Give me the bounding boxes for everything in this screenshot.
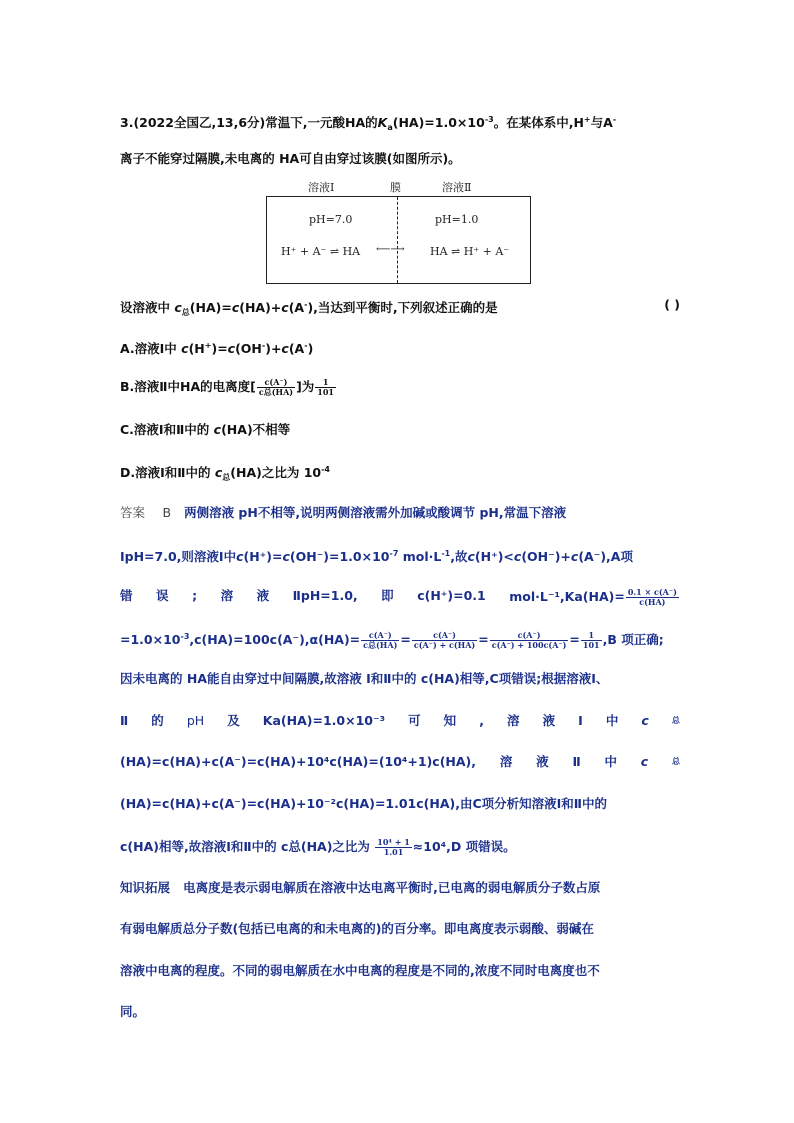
equilibrium-left: H⁺ + A⁻ ⇌ HA <box>281 245 361 258</box>
answer-label: 答案 <box>120 505 146 520</box>
alpha-fraction-2: $\frac{c(A^-)}{c(A^-) + c(HA)}$ <box>413 630 476 650</box>
label-membrane: 膜 <box>390 181 401 194</box>
condition-line: 设溶液中 $c_总(HA)=c(HA)+c(A^-)$,当达到平衡时,下列叙述正确的是 ( ) <box>120 297 680 321</box>
equilibrium-right: HA ⇌ H⁺ + A⁻ <box>430 245 510 258</box>
label-solution-1: 溶液Ⅰ <box>308 181 335 194</box>
answer-line-2: ⅠpH=7.0,则溶液Ⅰ中$c(H^+)=c(OH^-)=1.0\times 10^{-7}$ $mol\cdot L^{-1}$,故c(H⁺)<c(OH⁻)+c(A⁻),A项 <box>120 549 633 564</box>
answer-bracket: ( ) <box>664 297 680 312</box>
question-line-1: 3.(2022全国乙,13,6分)常温下,一元酸HA的$K_a(HA)=1.0\times 10^{-3}$。在某体系中,H+与A- <box>120 115 617 132</box>
ph-right: pH=1.0 <box>435 213 479 226</box>
membrane-line <box>397 197 398 283</box>
answer-line-7: (HA)=c(HA)+c(A⁻)=c(HA)+10⁴c(HA)=(10⁴+1)c(HA), 溶 液 Ⅱ 中 c 总 <box>120 754 680 769</box>
membrane-diagram <box>266 177 531 285</box>
option-b: B.溶液Ⅱ中HA的电离度[ $\frac{c(A^-)}{\text{c总(HA)}}$ ]为 $\frac{1}{101}$ <box>120 377 334 397</box>
value-fraction: $\frac{1}{101}$ <box>317 377 334 397</box>
ph-left: pH=7.0 <box>309 213 353 226</box>
answer-line-5: 因未电离的 HA能自由穿过中间隔膜,故溶液 Ⅰ和Ⅱ中的 c(HA)相等,C项错误;根据溶液Ⅰ、 <box>120 671 609 686</box>
ka-fraction: $\frac{0.1 \times c(A^-)}{c(HA)}$ <box>627 587 677 607</box>
knowledge-line-2: 有弱电解质总分子数(包括已电离的和未电离的)的百分率。即电离度表示弱酸、弱碱在 <box>120 921 594 936</box>
alpha-fraction-1: $\frac{c(A^-)}{\text{c总(HA)}}$ <box>363 630 398 650</box>
answer-line-9: c(HA)相等,故溶液Ⅰ和Ⅱ中的 c总(HA)之比为 $\frac{\text{10⁴ + 1}}{1.01}$ ≈10⁴,D 项错误。 <box>120 837 516 857</box>
diagram-labels <box>266 177 531 195</box>
alpha-fraction-3: $\frac{c(A^-)}{c(A^-) + 100c(A^-)}$ <box>491 630 567 650</box>
label-solution-2: 溶液Ⅱ <box>442 181 472 194</box>
answer-line-1: 答案 B 两侧溶液 pH不相等,说明两侧溶液需外加碱或酸调节 pH,常温下溶液 <box>120 505 567 520</box>
option-c: C.溶液Ⅰ和Ⅱ中的 c(HA)不相等 <box>120 422 291 437</box>
answer-line-8: (HA)=c(HA)+c(A⁻)=c(HA)+10⁻²c(HA)=1.01c(HA),由C项分析知溶液Ⅰ和Ⅱ中的 <box>120 796 608 811</box>
knowledge-label: 知识拓展 <box>120 880 171 895</box>
question-source: 3.(2022全国乙,13,6分) <box>120 115 266 130</box>
question-line-2: 离子不能穿过隔膜,未电离的 HA可自由穿过该膜(如图所示)。 <box>120 151 461 166</box>
answer-line-4: $=1.0\times 10^{-3},c(HA)=100c(A^-),\alpha(HA)=$ $\frac{c(A^-)}{\text{c总(HA)}}$ = $\frac{c(A^-)}{c(A^-) + c(HA)}$ = $\frac{c(A^-)}{c(A^-) + 100c(A^-)}$ = $\frac{1}{101}$ ,B 项正确; <box>120 630 664 650</box>
alpha-fraction-4: $\frac{1}{101}$ <box>582 630 600 650</box>
knowledge-line-1: 知识拓展 电离度是表示弱电解质在溶液中达电离平衡时,已电离的弱电解质分子数占原 <box>120 880 601 895</box>
answer-line-3: 错 误 ; 溶 液 ⅡpH=1.0, 即 c(H⁺)=0.1 mol·L⁻¹,Ka(HA)= $\frac{0.1 \times c(A^-)}{c(HA)}$ <box>120 587 677 607</box>
knowledge-line-4: 同。 <box>120 1004 146 1019</box>
answer-line-6: Ⅱ 的 pH 及 Ka(HA)=1.0×10⁻³ 可 知 , 溶 液 Ⅰ 中 c 总 <box>120 713 680 728</box>
knowledge-line-3: 溶液中电离的程度。不同的弱电解质在水中电离的程度是不同的,浓度不同时电离度也不 <box>120 963 600 978</box>
ratio-fraction: $\frac{\text{10⁴ + 1}}{1.01}$ <box>377 837 410 857</box>
ionization-fraction: $\frac{c(A^-)}{\text{c总(HA)}}$ <box>258 377 294 397</box>
option-d: D.溶液Ⅰ和Ⅱ中的 $c_总(HA)$之比为 $10^{-4}$ <box>120 465 330 482</box>
option-a: A.溶液Ⅰ中 c(H+)=c(OH-)+c(A-) <box>120 341 314 356</box>
double-arrow-icon: ⟵⟶ <box>376 244 405 255</box>
answer-letter: B <box>162 505 172 520</box>
diagram-box <box>266 196 531 284</box>
